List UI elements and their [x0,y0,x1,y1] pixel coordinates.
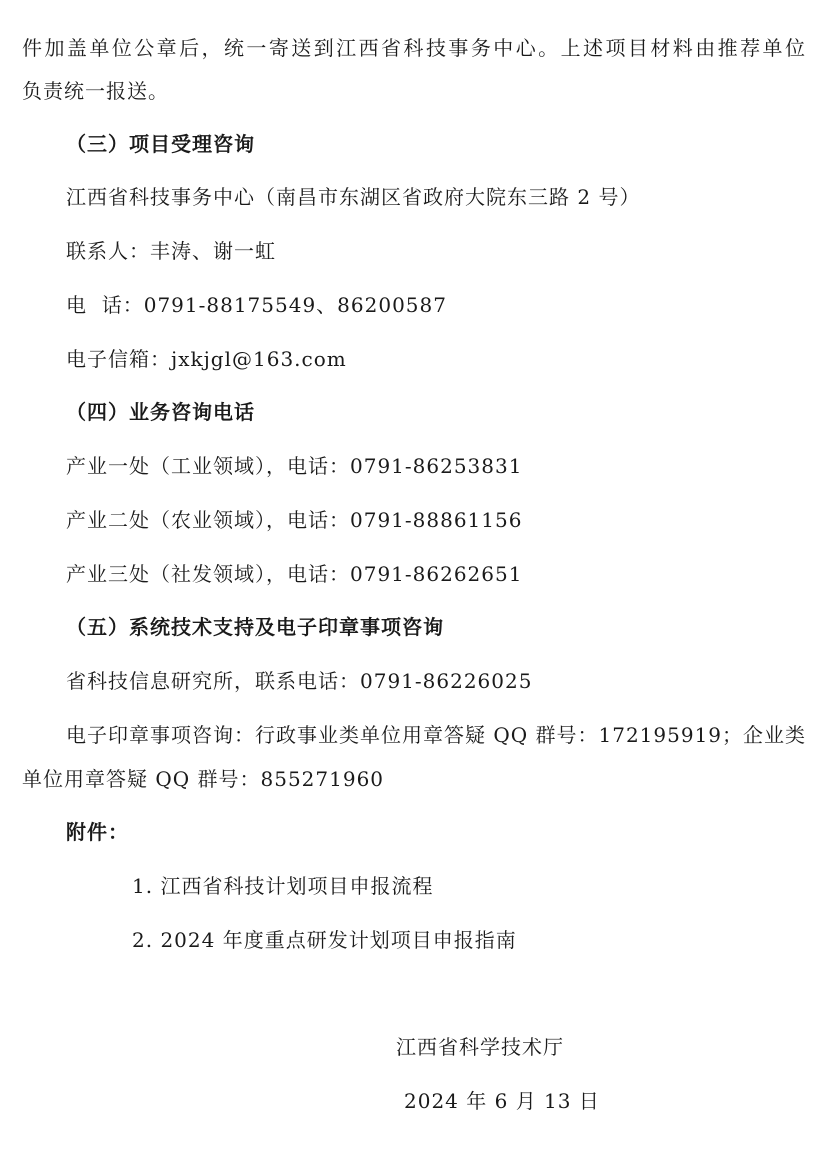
support-phone: 省科技信息研究所，联系电话：0791-86226025 [66,669,533,693]
seal-consult-line: 电子印章事项咨询：行政事业类单位用章答疑 QQ 群号：172195919；企业类 [66,723,807,747]
seal-consult-line: 单位用章答疑 QQ 群号：855271960 [22,767,385,791]
attachment-item: 1. 江西省科技计划项目申报流程 [132,874,434,898]
attachments-heading: 附件： [66,820,129,844]
signature-organization: 江西省科学技术厅 [396,1035,564,1059]
section-heading-5: （五）系统技术支持及电子印章事项咨询 [66,615,444,639]
business-phone-item: 产业三处（社发领域），电话：0791-86262651 [66,562,523,586]
signature-date: 2024 年 6 月 13 日 [404,1089,600,1113]
attachment-item: 2. 2024 年度重点研发计划项目申报指南 [132,928,517,952]
business-phone-item: 产业二处（农业领域），电话：0791-88861156 [66,508,523,532]
section-heading-4: （四）业务咨询电话 [66,400,255,424]
consult-phone: 电 话：0791-88175549、86200587 [66,293,447,317]
paragraph-line: 件加盖单位公章后，统一寄送到江西省科技事务中心。上述项目材料由推荐单位 [22,36,806,60]
consult-address: 江西省科技事务中心（南昌市东湖区省政府大院东三路 2 号） [66,185,641,209]
consult-email: 电子信箱：jxkjgl@163.com [66,347,347,371]
paragraph-line: 负责统一报送。 [22,79,169,103]
section-heading-3: （三）项目受理咨询 [66,132,255,156]
business-phone-item: 产业一处（工业领域），电话：0791-86253831 [66,454,523,478]
consult-contact: 联系人：丰涛、谢一虹 [66,239,276,263]
